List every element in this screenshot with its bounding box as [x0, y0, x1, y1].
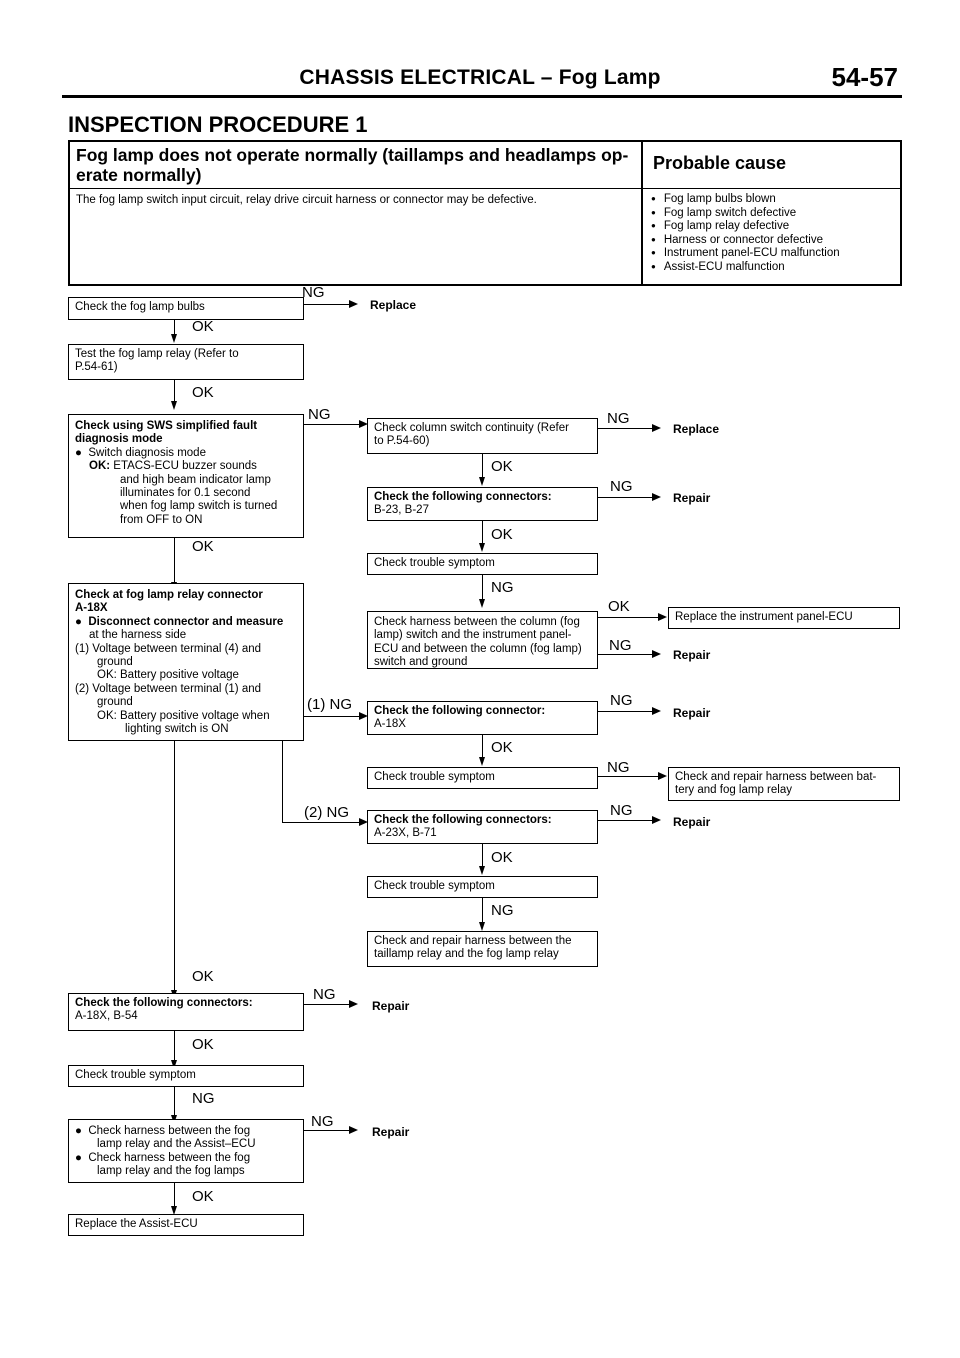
- step-text: Check trouble symptom: [374, 557, 495, 569]
- connector-line: [174, 320, 175, 334]
- step-ok: [75, 460, 297, 473]
- ng-label: (1) NG: [307, 696, 352, 713]
- step-text: ECU and between the column (fog lamp): [374, 642, 582, 655]
- symptom-line-2: erate normally): [76, 165, 202, 185]
- cause-item: ● Assist-ECU malfunction: [651, 261, 896, 275]
- arrow-down-icon: [479, 866, 485, 875]
- step-text: lighting switch is ON: [125, 723, 229, 736]
- connector-line: [174, 380, 175, 401]
- arrow-right-icon: [652, 816, 661, 824]
- step-trouble-symptom: [68, 1065, 304, 1087]
- ok-prefix: OK:: [89, 460, 111, 473]
- arrow-right-icon: [652, 493, 661, 501]
- ng-label: NG: [607, 759, 630, 776]
- ng-label: NG: [302, 284, 325, 301]
- ok-label: OK: [192, 318, 214, 335]
- ng-label: NG: [313, 986, 336, 1003]
- step-text: Disconnect connector and measure: [88, 615, 284, 628]
- connector-line: [598, 428, 652, 429]
- step-text: Check the fog lamp bulbs: [75, 301, 205, 313]
- connector-line: [174, 741, 175, 990]
- result-repair: Repair: [673, 648, 711, 662]
- ng-label: NG: [610, 802, 633, 819]
- step-text: A-23X, B-71: [374, 827, 437, 840]
- step-test-relay: [68, 344, 304, 380]
- step-text: at the harness side: [89, 629, 187, 642]
- step-item: [75, 1152, 297, 1165]
- connector-line: [304, 716, 359, 717]
- ok-label: OK: [192, 1188, 214, 1205]
- step-text: to P.54-60): [374, 435, 430, 448]
- ng-label: NG: [609, 637, 632, 654]
- connector-line: [598, 820, 652, 821]
- step-column-switch-continuity: [367, 418, 598, 454]
- connector-line: [482, 575, 483, 599]
- step-text: Check harness between the column (fog: [374, 616, 580, 628]
- connector-line: [304, 1130, 349, 1131]
- step-check-taillamp-relay-harness: [367, 931, 598, 967]
- step-text: lamp relay and the fog lamps: [97, 1165, 245, 1178]
- result-repair: Repair: [673, 815, 711, 829]
- step-text: OK: Battery positive voltage when: [97, 709, 270, 722]
- step-title: Check at fog lamp relay connector: [75, 589, 263, 601]
- step-text: ground: [97, 696, 133, 709]
- step-text: tery and fog lamp relay: [675, 784, 792, 797]
- step-trouble-symptom: [367, 876, 598, 898]
- step-text: switch and ground: [374, 656, 468, 669]
- arrow-right-icon: [652, 650, 661, 658]
- step-title: Check the following connectors:: [75, 997, 253, 1009]
- step-text: A-18X, B-54: [75, 1010, 138, 1023]
- ng-label: NG: [607, 410, 630, 427]
- step-text: Check trouble symptom: [75, 1069, 196, 1081]
- step-text: Check and repair harness between bat-: [675, 771, 877, 783]
- connector-line: [482, 898, 483, 922]
- ok-label: OK: [491, 526, 513, 543]
- bullet-icon: ●: [75, 1125, 89, 1137]
- bullet-icon: ●: [75, 1151, 89, 1164]
- result-repair: Repair: [673, 491, 711, 505]
- step-check-battery-relay-harness: [668, 767, 900, 801]
- arrow-down-icon: [479, 757, 485, 766]
- step-text: ETACS-ECU buzzer sounds: [113, 460, 257, 473]
- ng-label: NG: [308, 406, 331, 423]
- page-number: 54-57: [831, 62, 898, 92]
- connector-line: [598, 711, 652, 712]
- connector-line: [174, 1087, 175, 1115]
- step-title: Check the following connector:: [374, 705, 546, 717]
- step-text: lamp) switch and the instrument panel-: [374, 629, 572, 642]
- ok-label: OK: [491, 849, 513, 866]
- step-item: [75, 616, 297, 629]
- step-text: Switch diagnosis mode: [88, 446, 206, 459]
- connector-line: [174, 1031, 175, 1060]
- step-title: Check using SWS simplified fault: [75, 420, 258, 432]
- step-check-connectors-a23x-b71: [367, 810, 598, 844]
- step-check-column-switch-harness: [367, 611, 598, 669]
- connector-line: [482, 521, 483, 543]
- ng-label: NG: [610, 478, 633, 495]
- ng-label: NG: [311, 1113, 334, 1130]
- bullet-icon: ●: [75, 615, 89, 628]
- ok-label: OK: [491, 458, 513, 475]
- step-text: Check trouble symptom: [374, 771, 495, 783]
- step-trouble-symptom: [367, 767, 598, 789]
- step-sws-diagnosis: [68, 414, 304, 538]
- step-replace-instrument-ecu: [668, 607, 900, 629]
- cause-item: ● Fog lamp relay defective: [651, 220, 896, 234]
- bullet-icon: ●: [75, 446, 89, 459]
- procedure-title: INSPECTION PROCEDURE 1: [68, 112, 368, 137]
- arrow-right-icon: [652, 424, 661, 432]
- connector-line: [482, 735, 483, 757]
- step-check-bulbs: [68, 297, 304, 320]
- step-text: Replace the instrument panel-ECU: [675, 611, 853, 623]
- step-text: illuminates for 0.1 second: [120, 487, 251, 500]
- step-relay-connector: [68, 583, 304, 741]
- connector-line: [598, 776, 658, 777]
- ng-label: NG: [192, 1090, 215, 1107]
- symptom-description: The fog lamp switch input circuit, relay drive circuit harness or connector may be defective.: [76, 194, 537, 206]
- probable-cause-list: [651, 193, 896, 275]
- ok-label: OK: [192, 538, 214, 555]
- arrow-right-icon: [349, 300, 358, 308]
- step-title: Check the following connectors:: [374, 814, 552, 826]
- step-text: B-23, B-27: [374, 504, 429, 517]
- step-text: (2) Voltage between terminal (1) and: [75, 682, 262, 695]
- step-item: [75, 447, 297, 460]
- cause-item: ● Fog lamp switch defective: [651, 207, 896, 221]
- header-rule: [62, 95, 902, 98]
- connector-line: [282, 741, 283, 822]
- step-check-connectors-b23-b27: [367, 487, 598, 521]
- ok-label: OK: [608, 598, 630, 615]
- cause-item: ● Fog lamp bulbs blown: [651, 193, 896, 207]
- step-text: Test the fog lamp relay (Refer to: [75, 348, 239, 360]
- page-header-title: CHASSIS ELECTRICAL – Fog Lamp: [299, 66, 661, 89]
- result-repair: Repair: [372, 1125, 410, 1139]
- step-text: Replace the Assist-ECU: [75, 1218, 198, 1230]
- cause-item: ● Harness or connector defective: [651, 234, 896, 248]
- arrow-down-icon: [479, 922, 485, 931]
- result-repair: Repair: [673, 706, 711, 720]
- step-title: diagnosis mode: [75, 433, 163, 446]
- connector-line: [304, 304, 349, 305]
- cause-item: ● Instrument panel-ECU malfunction: [651, 247, 896, 261]
- step-text: (1) Voltage between terminal (4) and: [75, 642, 262, 655]
- connector-line: [482, 844, 483, 866]
- arrow-right-icon: [658, 613, 667, 621]
- step-check-connector-a18x: [367, 701, 598, 735]
- arrow-right-icon: [349, 1000, 358, 1008]
- connector-line: [282, 822, 359, 823]
- ng-label: NG: [610, 692, 633, 709]
- arrow-right-icon: [658, 772, 667, 780]
- ng-label: NG: [491, 902, 514, 919]
- connector-line: [174, 1183, 175, 1206]
- ok-label: OK: [491, 739, 513, 756]
- ok-label: OK: [192, 1036, 214, 1053]
- step-text: ground: [97, 656, 133, 669]
- symptom-line-1: Fog lamp does not operate normally (taillamps and headlamps op-: [76, 145, 629, 165]
- arrow-down-icon: [479, 599, 485, 608]
- step-check-connectors-a18x-b54: [68, 993, 304, 1031]
- table-divider: [641, 140, 643, 286]
- connector-line: [482, 454, 483, 477]
- step-text: taillamp relay and the fog lamp relay: [374, 948, 559, 961]
- step-text: A-18X: [374, 718, 406, 731]
- step-text: Check harness between the fog: [88, 1125, 251, 1137]
- result-repair: Repair: [372, 999, 410, 1013]
- step-text: when fog lamp switch is turned: [120, 500, 278, 513]
- arrow-down-icon: [171, 401, 177, 410]
- result-replace: Replace: [370, 298, 417, 312]
- connector-line: [598, 654, 652, 655]
- ng-label: NG: [491, 579, 514, 596]
- symptom-title: [76, 145, 636, 185]
- step-text: Check harness between the fog: [88, 1151, 251, 1164]
- ok-label: OK: [192, 384, 214, 401]
- ok-label: OK: [192, 968, 214, 985]
- arrow-down-icon: [479, 543, 485, 552]
- arrow-down-icon: [479, 477, 485, 486]
- connector-line: [304, 424, 359, 425]
- arrow-down-icon: [171, 334, 177, 343]
- arrow-right-icon: [652, 707, 661, 715]
- connector-line: [598, 617, 658, 618]
- step-text: Check and repair harness between the: [374, 935, 572, 947]
- step-text: OK: Battery positive voltage: [97, 669, 239, 682]
- step-check-harness-assist-ecu: [68, 1119, 304, 1183]
- step-item: [75, 1125, 297, 1138]
- connector-line: [174, 538, 175, 582]
- step-text: Check column switch continuity (Refer: [374, 422, 569, 434]
- step-text: and high beam indicator lamp: [120, 473, 271, 486]
- step-text: P.54-61): [75, 361, 118, 374]
- step-title: A-18X: [75, 602, 108, 615]
- connector-line: [598, 497, 652, 498]
- step-title: Check the following connectors:: [374, 491, 552, 503]
- step-text: from OFF to ON: [120, 513, 203, 526]
- ng-label: (2) NG: [304, 804, 349, 821]
- table-rule: [68, 188, 902, 189]
- connector-line: [304, 1004, 349, 1005]
- result-replace: Replace: [673, 422, 720, 436]
- step-text: lamp relay and the Assist–ECU: [97, 1138, 256, 1151]
- step-replace-assist-ecu: [68, 1214, 304, 1236]
- step-trouble-symptom: [367, 553, 598, 575]
- arrow-right-icon: [349, 1126, 358, 1134]
- probable-cause-header: Probable cause: [653, 153, 787, 173]
- step-text: Check trouble symptom: [374, 880, 495, 892]
